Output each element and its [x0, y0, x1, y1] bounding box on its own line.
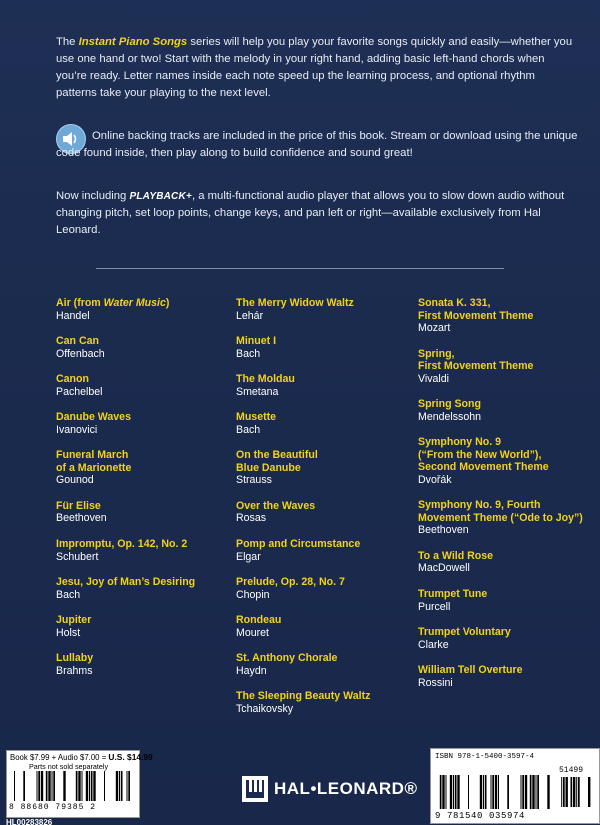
song-composer: Gounod: [56, 474, 94, 487]
song-item: [418, 626, 583, 652]
song-title: On the Beautiful Blue Danube: [236, 449, 318, 474]
song-item: [236, 576, 370, 602]
song-composer: Bach: [236, 347, 261, 360]
song-composer: Mendelssohn: [418, 410, 482, 423]
song-item: [236, 614, 370, 640]
price-barcode: [557, 777, 593, 807]
song-item: [56, 373, 195, 399]
song-title: Prelude, Op. 28, No. 7: [236, 576, 345, 589]
song-title: Over the Waves: [236, 499, 316, 512]
playback-paragraph: [56, 188, 576, 239]
song-item: [236, 690, 370, 716]
song-composer: Strauss: [236, 474, 272, 487]
song-title: Danube Waves: [56, 411, 131, 424]
song-title: St. Anthony Chorale: [236, 652, 338, 665]
song-title: Lullaby: [56, 652, 94, 665]
song-composer: Mouret: [236, 626, 269, 639]
song-title: Impromptu, Op. 142, No. 2: [56, 538, 188, 551]
song-composer: Tchaikovsky: [236, 702, 294, 715]
playback-logo: PLAYBACK+: [129, 191, 192, 202]
song-item: [418, 550, 583, 576]
song-item: [236, 538, 370, 564]
song-title: The Sleeping Beauty Waltz: [236, 690, 371, 703]
song-list-column-3: [418, 297, 583, 702]
upc-barcode: [13, 771, 131, 801]
song-composer: Bach: [56, 588, 81, 601]
series-name: Instant Piano Songs: [78, 36, 188, 48]
song-composer: MacDowell: [418, 562, 470, 575]
song-title: Funeral March of a Marionette: [56, 449, 132, 474]
hl-code: HL00283826: [6, 818, 53, 825]
song-title: The Merry Widow Waltz: [236, 297, 354, 309]
song-composer: Holst: [56, 626, 81, 639]
song-composer: Pachelbel: [56, 385, 103, 398]
song-list-column-2: [236, 297, 370, 729]
song-composer: Schubert: [56, 550, 99, 563]
song-item: [236, 449, 370, 487]
isbn-label: [430, 748, 600, 824]
song-title: William Tell Overture: [418, 664, 523, 677]
song-title: Minuet I: [236, 335, 277, 348]
intro-paragraph: [56, 34, 576, 102]
song-item: [56, 297, 195, 323]
song-item: [418, 436, 583, 487]
song-title: Jesu, Joy of Man’s Desiring: [56, 576, 196, 589]
song-item: [56, 576, 195, 602]
publisher-logo: [232, 770, 432, 810]
song-item: [56, 538, 195, 564]
song-composer: Brahms: [56, 664, 93, 677]
song-title: Rondeau: [236, 614, 282, 627]
song-composer: Offenbach: [56, 347, 105, 360]
upc-number: 8 88680 79385 2: [9, 803, 97, 812]
song-composer: Rossini: [418, 676, 453, 689]
song-title: Symphony No. 9, Fourth Movement Theme (“Ode to Joy”): [418, 499, 583, 524]
backing-tracks-text: Online backing tracks are included in the price of this book. Stream or download using the unique code found inside, then play along to build confidence and sound great!: [56, 130, 578, 159]
divider: [96, 268, 504, 269]
song-item: [418, 499, 583, 537]
song-item: [236, 500, 370, 526]
song-title: Spring Song: [418, 398, 481, 411]
song-composer: Bach: [236, 423, 261, 436]
isbn-price-code: 51499: [559, 766, 584, 775]
song-title: Musette: [236, 411, 277, 424]
price-note: Parts not sold separately: [29, 762, 109, 771]
song-composer: Smetana: [236, 385, 279, 398]
song-title: To a Wild Rose: [418, 549, 494, 562]
isbn-barcode: [437, 775, 551, 809]
song-composer: Handel: [56, 309, 90, 322]
song-item: [236, 297, 370, 323]
song-composer: Vivaldi: [418, 372, 450, 385]
song-list-column-1: [56, 297, 195, 690]
song-title: Spring, First Movement Theme: [418, 347, 534, 373]
song-title: Symphony No. 9 (“From the New World”), Second Movement Theme: [418, 436, 549, 474]
song-composer: Purcell: [418, 600, 451, 613]
song-title: Trumpet Tune: [418, 588, 488, 601]
song-composer: Dvořák: [418, 473, 452, 486]
playback-pre: Now including: [56, 190, 130, 202]
song-title: The Moldau: [236, 373, 295, 386]
isbn-number: 9 781540 035974: [435, 811, 526, 821]
song-composer: Beethoven: [56, 512, 107, 525]
song-item: [418, 348, 583, 386]
song-title: Canon: [56, 373, 89, 386]
price-breakdown: Book $7.99 + Audio $7.00 =: [10, 753, 109, 762]
song-item: [56, 500, 195, 526]
song-item: [56, 411, 195, 437]
song-composer: Haydn: [236, 664, 267, 677]
song-item: [418, 588, 583, 614]
song-item: [418, 297, 583, 335]
song-composer: Chopin: [236, 588, 270, 601]
song-composer: Beethoven: [418, 524, 469, 537]
song-composer: Clarke: [418, 638, 449, 651]
intro-post: series will help you play your favorite songs quickly and easily—whether you use one hand or two! Start with the melody in your right hand, adding basic left-hand chords when you’re ready. Letter names inside each note speed up the learning process, and optional rhythm patterns take your playing to the next level.: [56, 36, 573, 99]
price-label: [6, 750, 153, 818]
song-composer: Elgar: [236, 550, 261, 563]
song-title: Jupiter: [56, 614, 92, 627]
song-title: Sonata K. 331, First Movement Theme: [418, 297, 534, 322]
song-title: Can Can: [56, 335, 99, 348]
song-title: Pomp and Circumstance: [236, 538, 361, 551]
song-composer: Mozart: [418, 322, 451, 334]
hal-leonard-logo: [242, 776, 268, 802]
song-composer: Ivanovici: [56, 423, 98, 436]
song-item: [236, 335, 370, 361]
song-item: [56, 449, 195, 487]
song-item: [236, 373, 370, 399]
song-title: Für Elise: [56, 499, 101, 512]
song-item: [236, 652, 370, 678]
song-composer: Rosas: [236, 512, 267, 525]
song-item: [56, 614, 195, 640]
song-composer: Lehár: [236, 309, 264, 322]
playback-post: , a multi-functional audio player that allows you to slow down audio without changing pitch, set loop points, change keys, and pan left or right—available exclusively from Hal Leonard.: [56, 190, 565, 236]
song-item: [56, 652, 195, 678]
isbn-text: ISBN 978-1-5400-3597-4: [435, 753, 535, 761]
song-item: [236, 411, 370, 437]
song-item: [418, 398, 583, 424]
song-title: Trumpet Voluntary: [418, 626, 511, 639]
publisher-name: HAL•LEONARD®: [274, 779, 418, 798]
price-total: U.S. $14.99: [108, 752, 153, 762]
song-item: [418, 664, 583, 690]
song-title: Air (from Water Music): [56, 297, 170, 309]
song-item: [56, 335, 195, 361]
intro-pre: The: [56, 36, 79, 48]
